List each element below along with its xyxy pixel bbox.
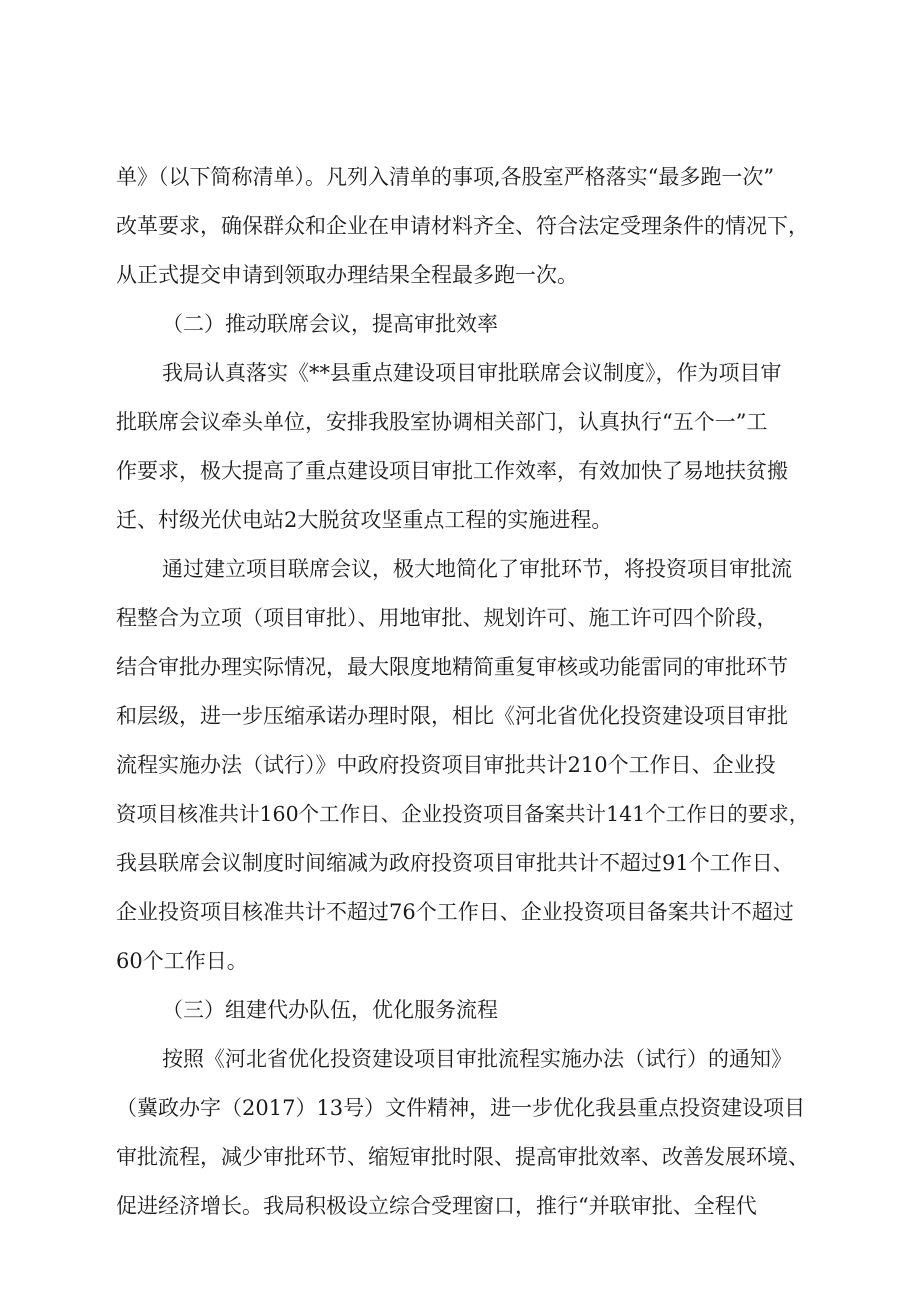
text-line: 资项目核准共计160个工作日、企业投资项目备案共计141个工作日的要求， (116, 802, 810, 826)
text-line: 促进经济增长。我局积极设立综合受理窗口，推行“并联审批、全程代 (116, 1194, 757, 1218)
section-heading: （二）推动联席会议，提高审批效率 (162, 312, 498, 336)
text-line: 60个工作日。 (116, 949, 248, 973)
text-line: （冀政办字（2017）13号）文件精神，进一步优化我县重点投资建设项目 (116, 1096, 806, 1120)
text-line: 我县联席会议制度时间缩减为政府投资项目审批共计不超过91个工作日、 (116, 851, 794, 875)
section-heading: （三）组建代办队伍，优化服务流程 (162, 998, 498, 1022)
text-line: 通过建立项目联席会议，极大地简化了审批环节，将投资项目审批流 (162, 557, 792, 581)
text-line: 迁、村级光伏电站2大脱贫攻坚重点工程的实施进程。 (116, 508, 613, 532)
text-line: 和层级，进一步压缩承诺办理时限，相比《河北省优化投资建设项目审批 (116, 704, 788, 728)
text-line: 批联席会议牵头单位，安排我股室协调相关部门，认真执行“五个一”工 (116, 410, 768, 434)
text-line: 企业投资项目核准共计不超过76个工作日、企业投资项目备案共计不超过 (116, 900, 794, 924)
text-line: 审批流程，减少审批环节、缩短审批时限、提高审批效率、改善发展环境、 (116, 1145, 809, 1169)
text-line: 我局认真落实《**县重点建设项目审批联席会议制度》，作为项目审 (162, 361, 782, 385)
text-line: 程整合为立项（项目审批）、用地审批、规划许可、施工许可四个阶段， (116, 606, 778, 630)
text-line: 结合审批办理实际情况，最大限度地精简重复审核或功能雷同的审批环节 (116, 655, 788, 679)
text-line: 按照《河北省优化投资建设项目审批流程实施办法（试行）的通知》 (162, 1047, 792, 1071)
text-line: 流程实施办法（试行）》中政府投资项目审批共计210个工作日、企业投 (116, 753, 776, 777)
text-line: 单》（以下简称清单）。凡列入清单的事项,各股室严格落实“最多跑一次” (116, 165, 775, 189)
text-line: 从正式提交申请到领取办理结果全程最多跑一次。 (116, 263, 578, 287)
text-line: 作要求，极大提高了重点建设项目审批工作效率，有效加快了易地扶贫搬 (116, 459, 788, 483)
text-line: 改革要求，确保群众和企业在申请材料齐全、符合法定受理条件的情况下， (116, 214, 809, 238)
